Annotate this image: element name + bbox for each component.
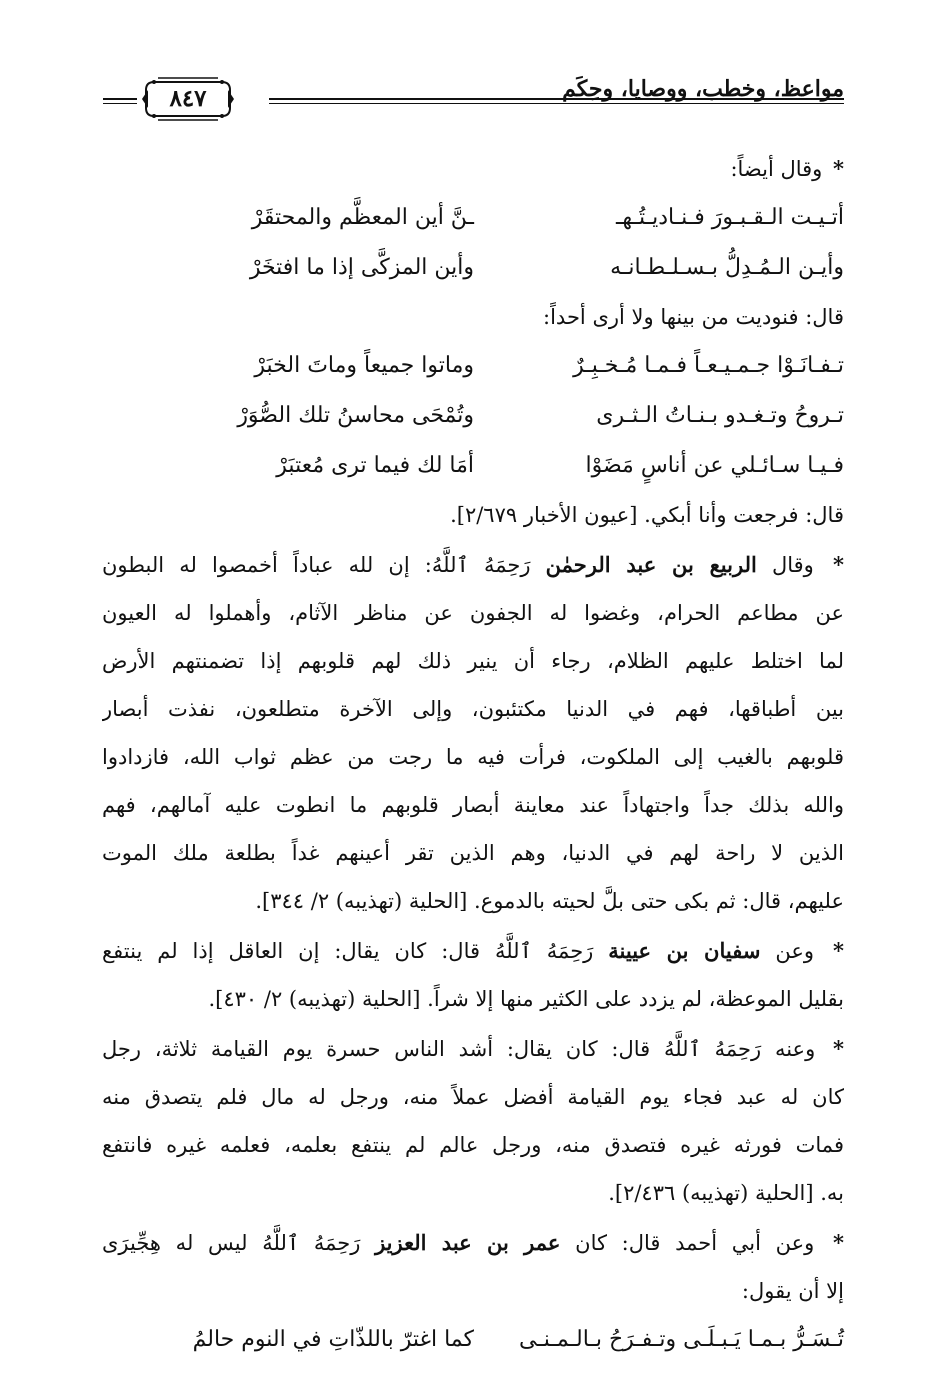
paragraph-line: فمات فورثه غيره فتصدق منه، ورجل عالم لم ينتفع بعلمه، فعلمه غيره فانتفع (102, 1133, 844, 1157)
narration-line: قال: فرجعت وأنا أبكي. [عيون الأخبار ٢/٦٧٩]. (450, 503, 844, 527)
asterisk-icon: * (833, 1036, 844, 1061)
paragraph-lead: وقال (771, 553, 814, 577)
paragraph-line: كان له عبد فجاء يوم القيامة أفضل عملاً منه، ورجل له مال فلم يتصدق منه (102, 1085, 844, 1109)
paragraph-line (102, 927, 844, 975)
person-name: الربيع بن عبد الرحمٰن (545, 552, 757, 577)
running-title: مواعظ، وخطب، ووصايا، وحِكَم (562, 76, 844, 102)
paragraph-line: والله بذلك جداً واجتهاداً عند معاينة أبصار قلوبهم ما انطوت عليه آمالهم، فهم (102, 793, 844, 817)
paragraph-last-line: بقليل الموعظة، لم يزدد على الكثير منها إلا شراً. [الحلية (تهذيبه) ٢/ ٤٣٠]. (208, 987, 844, 1011)
paragraph-line: لما اختلط عليهم الظلام، رجاء أن ينير ذلك لهم قلوبهم إذا تضمنتهم الأرض (102, 649, 844, 673)
paragraph-last-line: به. [الحلية (تهذيبه) ٢/٤٣٦]. (608, 1181, 844, 1205)
paragraph-text: ليس له هِجِّيرَى (102, 1231, 248, 1255)
asterisk-icon: * (833, 156, 844, 181)
paragraph-line (102, 1025, 844, 1073)
paragraph-line: قلوبهم بالغيب إلى الملكوت، فرأت فيه ما رجت من عظم ثواب الله، فازدادوا (102, 745, 844, 769)
verse-second-hemistich: وتُمْحَى محاسنُ تلك الصُّوَرْ (237, 403, 474, 428)
verse-first-hemistich: أتـيـت الـقـبـورَ فـنـاديـتُـهـ (615, 205, 844, 230)
paragraph-last-line: إلا أن يقول: (741, 1279, 844, 1303)
header-rule (269, 98, 844, 104)
verse-first-hemistich: تُـسَـرُّ بـمـا يَـبـلَـى وتـفـرَحُ بـالـمـنـى (518, 1327, 844, 1352)
person-name: سفيان بن عيينة (608, 938, 761, 963)
header-rule-left (103, 98, 137, 104)
paragraph-lead: وعن أبي أحمد قال: كان (575, 1231, 815, 1255)
poem-verse (102, 243, 844, 293)
person-name: عمر بن عبد العزيز (375, 1230, 561, 1255)
narration-line: قال: فنوديت من بينها ولا أرى أحداً: (543, 305, 844, 329)
verse-second-hemistich: أمَا لك فيما ترى مُعتبَرْ (276, 453, 474, 478)
poem-verse (102, 341, 844, 391)
paragraph-line (102, 541, 844, 589)
verse-second-hemistich: كما اغترّ باللذّاتِ في النوم حالمُ (192, 1327, 474, 1352)
paragraph-lead: وعن (775, 939, 815, 963)
paragraph-lead: وعنه (774, 1037, 816, 1061)
honorific: رَحِمَهُ ٱللَّهُ (663, 1037, 762, 1061)
asterisk-icon: * (832, 938, 844, 963)
paragraph-text: قال: كان يقال: إن العاقل إذا لم ينتفع (102, 939, 481, 963)
verse-first-hemistich: فـيـا سـائـلي عن أناسٍ مَضَوْا (585, 453, 844, 478)
poem-verse (102, 441, 844, 491)
asterisk-icon: * (833, 1230, 844, 1255)
paragraph-line: بين أطباقها، فهم في الدنيا مكتئبون، وإلى الآخرة متطلعون، نفذت أبصار (102, 697, 844, 721)
honorific: رَحِمَهُ ٱللَّهُ (431, 553, 531, 577)
poem-verse (102, 391, 844, 441)
verse-second-hemistich: وأين المزكَّى إذا ما افتخَرْ (249, 255, 474, 280)
poem-verse (102, 1315, 844, 1365)
poem-verse (102, 193, 844, 243)
paragraph-line: عن مطاعم الحرام، وغضوا له الجفون عن مناظر الآثام، وأهملوا له العيون (102, 601, 844, 625)
paragraph-line (102, 1219, 844, 1267)
paragraph-line: الذين لا راحة لهم في الدنيا، وهم الذين تقر أعينهم غداً بطلعة ملك الموت (102, 841, 844, 865)
paragraph-last-line: عليهم، قال: ثم بكى حتى بلَّ لحيته بالدموع. [الحلية (تهذيبه) ٢/ ٣٤٤]. (255, 889, 844, 913)
paragraph-text: : إن لله عباداً أخمصوا له البطون (102, 553, 432, 577)
verse-first-hemistich: تـفـانَـوْا جـمـيـعـاً فـمـا مُـخـبِـرٌ (573, 353, 844, 378)
page-number-badge (140, 76, 236, 122)
verse-first-hemistich: وأيـن الـمُـدِلُّ بـسـلـطـانـه (610, 255, 844, 280)
honorific: رَحِمَهُ ٱللَّهُ (494, 939, 594, 963)
intro-line (102, 145, 844, 193)
paragraph-text: قال: كان يقال: أشد الناس حسرة يوم القيامة ثلاثة، رجل (102, 1037, 651, 1061)
honorific: رَحِمَهُ ٱللَّهُ (262, 1231, 361, 1255)
verse-first-hemistich: تـروحُ وتـغـدو بـنـاتُ الـثـرى (596, 403, 844, 428)
page-number: ٨٤٧ (169, 85, 207, 112)
asterisk-icon: * (832, 552, 844, 577)
intro-text: وقال أيضاً: (730, 157, 823, 181)
page-body (102, 145, 844, 1365)
verse-second-hemistich: ـنَّ أين المعظَّم والمحتقَرْ (251, 205, 474, 230)
verse-second-hemistich: وماتوا جميعاً وماتَ الخبَرْ (254, 353, 474, 378)
